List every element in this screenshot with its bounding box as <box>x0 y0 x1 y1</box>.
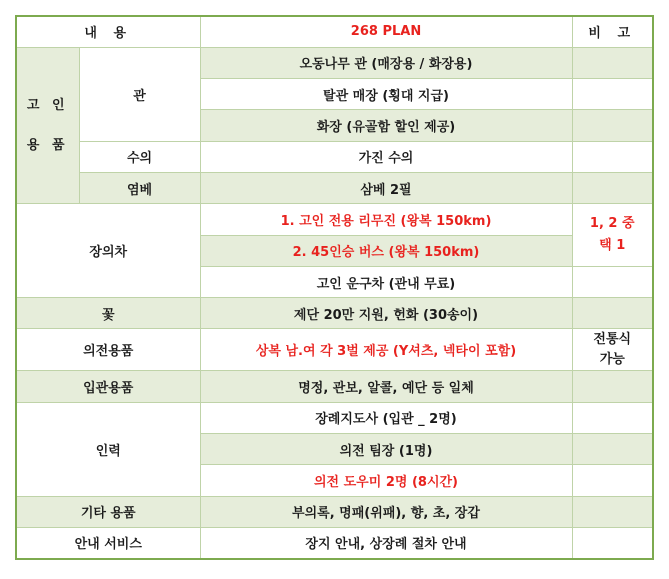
goods-group-label: 고 인 용 품 <box>16 47 79 203</box>
ceremony-label: 의전용품 <box>16 329 200 371</box>
etc-label: 기타 용품 <box>16 496 200 527</box>
header-remarks: 비 고 <box>572 16 653 47</box>
table-row <box>16 402 653 433</box>
coffin-item: 탈관 매장 (횡대 지급) <box>200 79 572 110</box>
hearse-item: 1. 고인 전용 리무진 (왕복 150km) <box>200 204 572 235</box>
staff-label: 인력 <box>16 402 200 496</box>
remark-cell <box>572 527 653 558</box>
hearse-label: 장의차 <box>16 204 200 298</box>
remark-cell <box>572 172 653 203</box>
hearse-note: 1, 2 중 택 1 <box>572 204 653 267</box>
yeombe-value: 삼베 2필 <box>200 172 572 203</box>
guide-value: 장지 안내, 상장례 절차 안내 <box>200 527 572 558</box>
remark-cell <box>572 402 653 433</box>
staff-item: 장례지도사 (입관 _ 2명) <box>200 402 572 433</box>
shroud-value: 가진 수의 <box>200 141 572 172</box>
remark-cell <box>572 79 653 110</box>
hearse-item: 고인 운구차 (관내 무료) <box>200 266 572 297</box>
remark-cell <box>572 496 653 527</box>
hearse-item: 2. 45인승 버스 (왕복 150km) <box>200 235 572 266</box>
table-row <box>16 204 653 235</box>
staff-item: 의전 도우미 2명 (8시간) <box>200 465 572 496</box>
staff-item: 의전 팀장 (1명) <box>200 434 572 465</box>
flower-value: 제단 20만 지원, 헌화 (30송이) <box>200 298 572 329</box>
table-row <box>16 172 653 203</box>
yeombe-label: 염베 <box>79 172 200 203</box>
remark-cell <box>572 371 653 402</box>
remark-cell <box>572 141 653 172</box>
casket-value: 명정, 관보, 알콜, 예단 등 일체 <box>200 371 572 402</box>
remark-cell <box>572 465 653 496</box>
table-row <box>16 496 653 527</box>
ceremony-value: 상복 남.여 각 3벌 제공 (Y셔츠, 넥타이 포함) <box>200 329 572 371</box>
flower-label: 꽃 <box>16 298 200 329</box>
remark-cell <box>572 434 653 465</box>
remark-cell <box>572 298 653 329</box>
header-row <box>16 16 653 47</box>
table-row <box>16 141 653 172</box>
coffin-item: 오동나무 관 (매장용 / 화장용) <box>200 47 572 78</box>
remark-cell <box>572 266 653 297</box>
header-content: 내 용 <box>16 16 200 47</box>
remark-cell <box>572 110 653 141</box>
header-plan: 268 PLAN <box>200 16 572 47</box>
ceremony-note: 전통식 가능 <box>572 329 653 371</box>
plan-table-container <box>15 15 654 560</box>
shroud-label: 수의 <box>79 141 200 172</box>
coffin-item: 화장 (유골함 할인 제공) <box>200 110 572 141</box>
table-row <box>16 298 653 329</box>
plan-table <box>15 15 654 560</box>
remark-cell <box>572 47 653 78</box>
table-row <box>16 371 653 402</box>
guide-label: 안내 서비스 <box>16 527 200 558</box>
table-row <box>16 47 653 78</box>
coffin-label: 관 <box>79 47 200 141</box>
table-row <box>16 329 653 371</box>
etc-value: 부의록, 명패(위패), 향, 초, 장갑 <box>200 496 572 527</box>
table-row <box>16 527 653 558</box>
casket-label: 입관용품 <box>16 371 200 402</box>
